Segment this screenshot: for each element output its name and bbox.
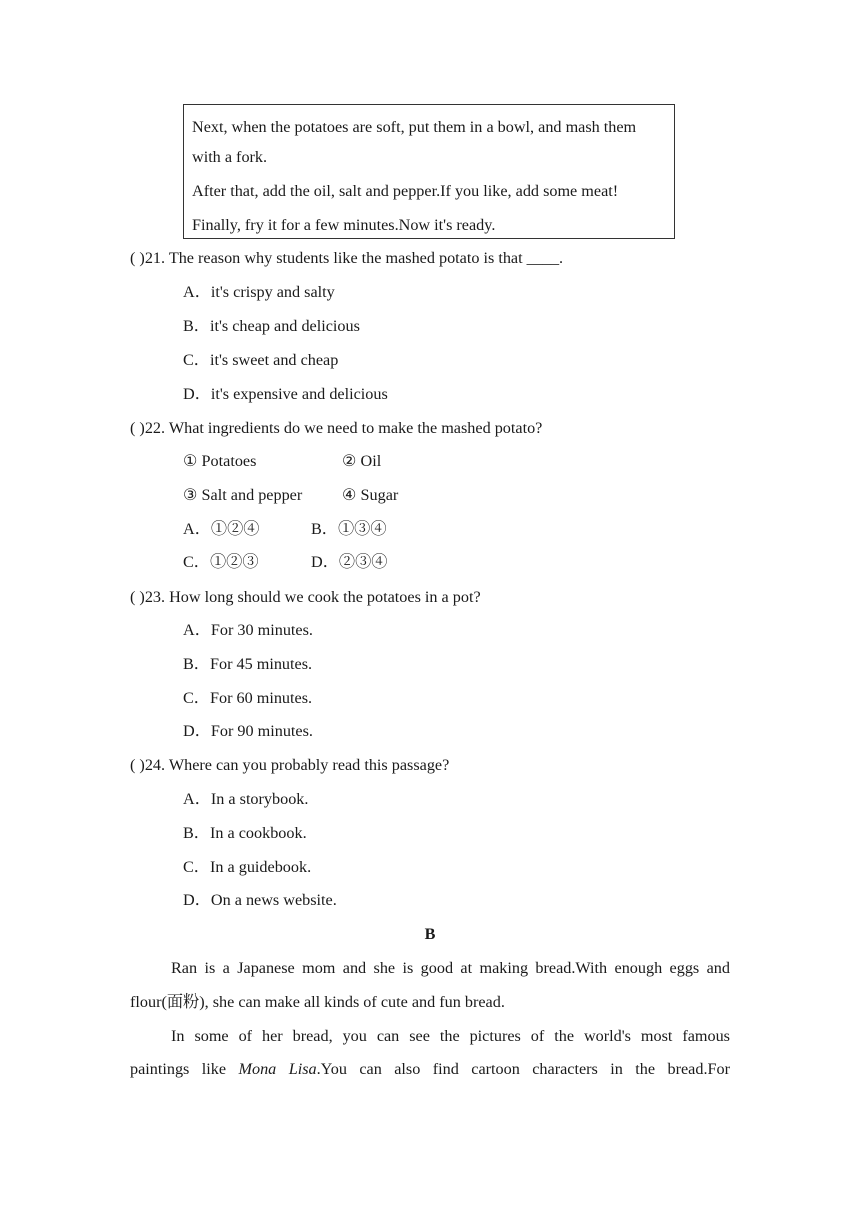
question-21: ( )21. The reason why students like the mashed potato is that ____. — [130, 249, 564, 267]
option-c: C．it's sweet and cheap — [183, 351, 339, 369]
box-line: Next, when the potatoes are soft, put them in a bowl, and mash them — [192, 118, 637, 136]
section-heading: B — [424, 925, 436, 943]
paragraph-line — [130, 1059, 730, 1079]
ingredient-item: ② Oil — [342, 452, 382, 470]
option-c: C．In a guidebook. — [183, 858, 312, 876]
paragraph-line: In some of her bread, you can see the pictures of the world's most famous — [171, 1027, 730, 1045]
option-d: D．On a news website. — [183, 891, 337, 909]
option-a: A．it's crispy and salty — [183, 283, 335, 301]
option-d: D．it's expensive and delicious — [183, 385, 388, 403]
ingredient-item: ① Potatoes — [183, 452, 257, 470]
option-c: C．For 60 minutes. — [183, 689, 313, 707]
paragraph-line: flour(面粉), she can make all kinds of cute and fun bread. — [130, 993, 505, 1011]
option-a: A．For 30 minutes. — [183, 621, 313, 639]
option-b: B．it's cheap and delicious — [183, 317, 360, 335]
paragraph-line: Ran is a Japanese mom and she is good at making bread.With enough eggs and — [171, 959, 730, 977]
ingredient-item: ③ Salt and pepper — [183, 486, 303, 504]
question-24: ( )24. Where can you probably read this passage? — [130, 756, 450, 774]
paragraph-text: .You can also find cartoon characters in the bread.For — [316, 1060, 730, 1078]
option-b: B．In a cookbook. — [183, 824, 307, 842]
option-b: B．①③④ — [311, 520, 387, 538]
ingredient-item: ④ Sugar — [342, 486, 399, 504]
question-23: ( )23. How long should we cook the potatoes in a pot? — [130, 588, 481, 606]
question-22: ( )22. What ingredients do we need to make the mashed potato? — [130, 419, 543, 437]
passage-steps-box — [183, 104, 675, 239]
box-line: After that, add the oil, salt and pepper.If you like, add some meat! — [192, 182, 619, 200]
option-a: A．①②④ — [183, 520, 260, 538]
box-line: with a fork. — [192, 148, 268, 166]
paragraph-text: paintings like — [130, 1060, 227, 1078]
box-line: Finally, fry it for a few minutes.Now it's ready. — [192, 216, 496, 234]
option-c: C．①②③ — [183, 553, 259, 571]
option-b: B．For 45 minutes. — [183, 655, 313, 673]
option-a: A．In a storybook. — [183, 790, 309, 808]
option-d: D．For 90 minutes. — [183, 722, 313, 740]
option-d: D．②③④ — [311, 553, 388, 571]
painting-title: Mona Lisa — [238, 1060, 317, 1078]
